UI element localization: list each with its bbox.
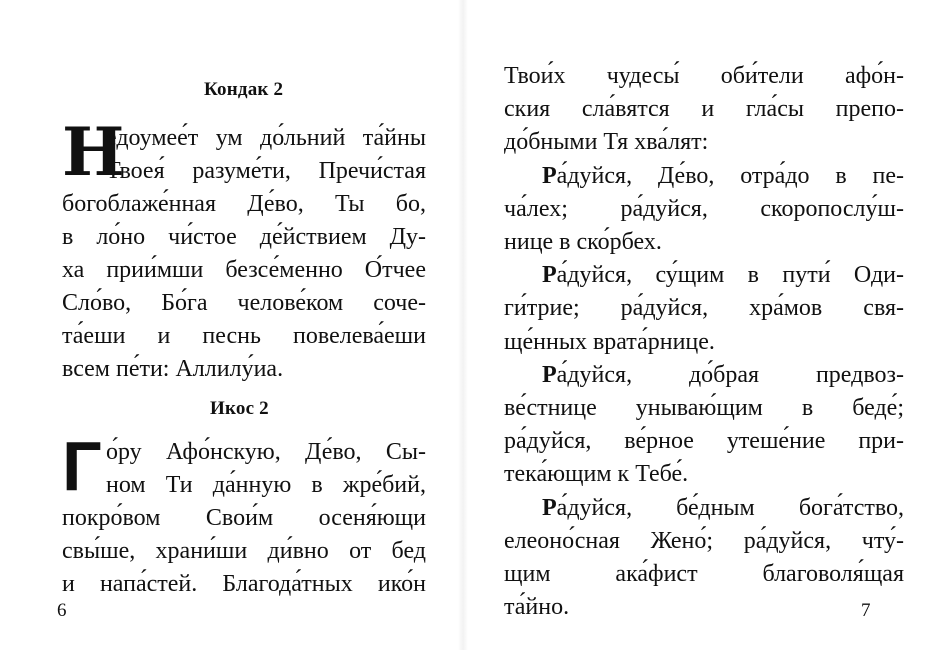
- text-line: до́бными Тя хва́лят:: [504, 129, 709, 156]
- text-line: Ра́дуйся, бе́дным бога́тство,: [542, 494, 904, 521]
- right-page: [466, 0, 931, 650]
- text-line: Твоея́ разуме́ти, Пречи́стая: [106, 158, 426, 184]
- kondak-heading: Кондак 2: [204, 79, 284, 100]
- text-line: ския сла́вятся и гла́сы препо-: [504, 96, 904, 123]
- bold-initial: Р: [542, 361, 557, 388]
- text-line: богоблаже́нная Де́во, Ты бо,: [62, 191, 426, 217]
- page-number-right: 7: [861, 600, 871, 621]
- text-line: елеоно́сная Жено́; ра́дуйся, чту́-: [504, 527, 904, 554]
- text-line: о́ру Афо́нскую, Де́во, Сы-: [106, 439, 426, 465]
- text-line: Ра́дуйся, су́щим в пути́ Оди-: [542, 262, 904, 289]
- text-line: ра́дуйся, ве́рное утеше́ние при-: [504, 428, 904, 455]
- ikos-continuation-text: [504, 60, 904, 624]
- text-line: ги́трие; ра́дуйся, хра́мов свя-: [504, 295, 904, 322]
- text-line: та́еши и песнь повелева́еши: [62, 323, 426, 349]
- page-number-left: 6: [57, 600, 67, 621]
- kondak-text: [62, 122, 426, 386]
- ikos-dropcap: Г: [62, 427, 102, 505]
- text-line: свы́ше, храни́ши ди́вно от бед: [62, 538, 426, 564]
- text-line: Ра́дуйся, Де́во, отра́до в пе-: [542, 162, 904, 189]
- text-line: ча́лех; ра́дуйся, скоропослу́ш-: [504, 195, 904, 222]
- bold-initial: Р: [542, 494, 557, 521]
- text-line: покро́вом Свои́м осеня́ющи: [62, 505, 426, 531]
- bold-initial: Р: [542, 262, 557, 289]
- text-line: едоумее́т ум до́льний та́йны: [106, 125, 426, 151]
- bold-initial: Р: [542, 162, 557, 189]
- text-line: Твои́х чудесы́ оби́тели афо́н-: [504, 63, 904, 89]
- text-line: щим ака́фист благоволя́щая: [504, 561, 904, 588]
- text-line: ха прии́мши безсе́менно О́тчее: [62, 257, 426, 283]
- text-line: Сло́во, Бо́га челове́ком соче-: [62, 290, 426, 316]
- text-line: и напа́стей. Благода́тных ико́н: [62, 571, 426, 597]
- text-line: нице в ско́рбех.: [504, 229, 662, 256]
- text-line: тека́ющим к Тебе́.: [504, 461, 689, 488]
- text-line: ще́нных врата́рнице.: [504, 328, 715, 355]
- text-line: ве́стнице унываю́щим в беде́;: [504, 395, 904, 422]
- ikos-heading: Икос 2: [210, 398, 269, 419]
- text-line: ном Ти да́нную в жре́бий,: [106, 472, 426, 498]
- ikos-text: [62, 436, 426, 601]
- text-line: Ра́дуйся, до́брая предвоз-: [542, 361, 904, 388]
- kondak-dropcap: Н: [62, 113, 125, 191]
- left-page: [0, 0, 460, 650]
- text-line: в ло́но чи́стое де́йствием Ду-: [62, 224, 426, 250]
- text-line: всем пе́ти: Аллилу́иа.: [62, 356, 284, 382]
- text-line: та́йно.: [504, 594, 570, 621]
